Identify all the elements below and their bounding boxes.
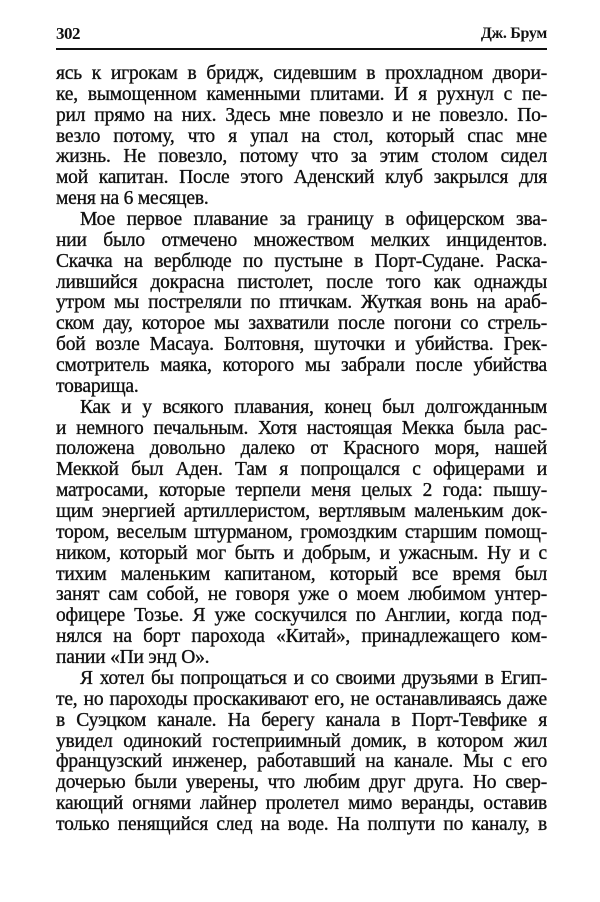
text-line: Я хотел бы попрощаться и со своими друзьями в Егип- — [80, 667, 547, 689]
text-line: нялся на борт парохода «Китай», принадлежащего ком- — [56, 626, 547, 648]
text-line: тором, веселым штурманом, громоздким старшим помощ- — [56, 521, 547, 543]
text-line: бой возле Масауа. Болтовня, шуточки и убийства. Грек- — [56, 334, 547, 356]
running-title: Дж. Брум — [480, 25, 547, 42]
text-line: Скачка на верблюде по пустыне в Порт-Судане. Раска- — [56, 250, 547, 272]
paragraph — [56, 210, 547, 398]
text-line: французский инженер, работавший на канале. Мы с его — [56, 751, 547, 773]
text-line: занят сам собой, не говоря уже о моем любимом унтер- — [56, 584, 547, 606]
text-line: мой капитан. После этого Аденский клуб закрылся для — [56, 167, 547, 189]
text-line: Мое первое плавание за границу в офицерском зва- — [80, 209, 547, 231]
paragraph — [56, 398, 547, 669]
text-line: утром мы постреляли по птичкам. Жуткая вонь на араб- — [56, 292, 547, 314]
text-line: рил прямо на них. Здесь мне повезло и не повезло. По- — [56, 104, 547, 126]
text-line: матросами, которые терпели меня целых 2 года: пышу- — [56, 480, 547, 502]
text-line: дочерью были уверены, что любим друг друга. Но свер- — [56, 772, 547, 794]
text-line: положена довольно далеко от Красного моря, нашей — [56, 438, 547, 460]
text-line: меня на 6 месяцев. — [56, 188, 209, 210]
text-line: ясь к игрокам в бридж, сидевшим в прохладном двори- — [56, 63, 547, 84]
text-line: нии было отмечено множеством мелких инцидентов. — [56, 229, 547, 251]
text-line: ке, вымощенном каменными плитами. И я рухнул с пе- — [56, 83, 547, 105]
text-line: Меккой был Аден. Там я попрощался с офицерами и — [56, 459, 547, 481]
text-line: и немного печальным. Хотя настоящая Мекка была рас- — [56, 417, 547, 439]
text-line: лившийся докрасна пистолет, после того как однажды — [56, 271, 547, 293]
text-line: только пенящийся след на воде. На полпути по каналу, в — [56, 813, 547, 835]
text-line: везло потому, что я упал на стол, который спас мне — [56, 125, 547, 147]
text-line: смотритель маяка, которого мы забрали после убийства — [56, 355, 547, 377]
text-line: пании «Пи энд О». — [56, 647, 210, 669]
text-line: офицере Тозье. Я уже соскучился по Англии, когда под- — [56, 605, 547, 627]
text-line: тихим маленьким капитаном, который все время был — [56, 563, 547, 585]
text-line: товарища. — [56, 375, 139, 397]
running-header — [56, 20, 547, 50]
page-body-text — [56, 64, 547, 836]
paragraph — [56, 64, 547, 210]
page-number: 302 — [56, 24, 80, 43]
text-line: кающий огнями лайнер пролетел мимо веранды, оставив — [56, 793, 547, 815]
text-line: ником, который мог быть и добрым, и ужасным. Ну и с — [56, 542, 547, 564]
text-line: щим энергией артиллеристом, вертлявым маленьким док- — [56, 501, 547, 523]
text-line: те, но пароходы проскакивают его, не останавливаясь даже — [56, 688, 547, 710]
text-line: ском дау, которое мы захватили после погони со стрель- — [56, 313, 547, 335]
text-line: жизнь. Не повезло, потому что за этим столом сидел — [56, 146, 547, 168]
text-line: Как и у всякого плавания, конец был долгожданным — [80, 396, 547, 418]
paragraph — [56, 669, 547, 836]
text-line: в Суэцком канале. На берегу канала в Порт-Тевфике я — [56, 709, 547, 731]
text-line: увидел одинокий гостеприимный домик, в котором жил — [56, 730, 547, 752]
